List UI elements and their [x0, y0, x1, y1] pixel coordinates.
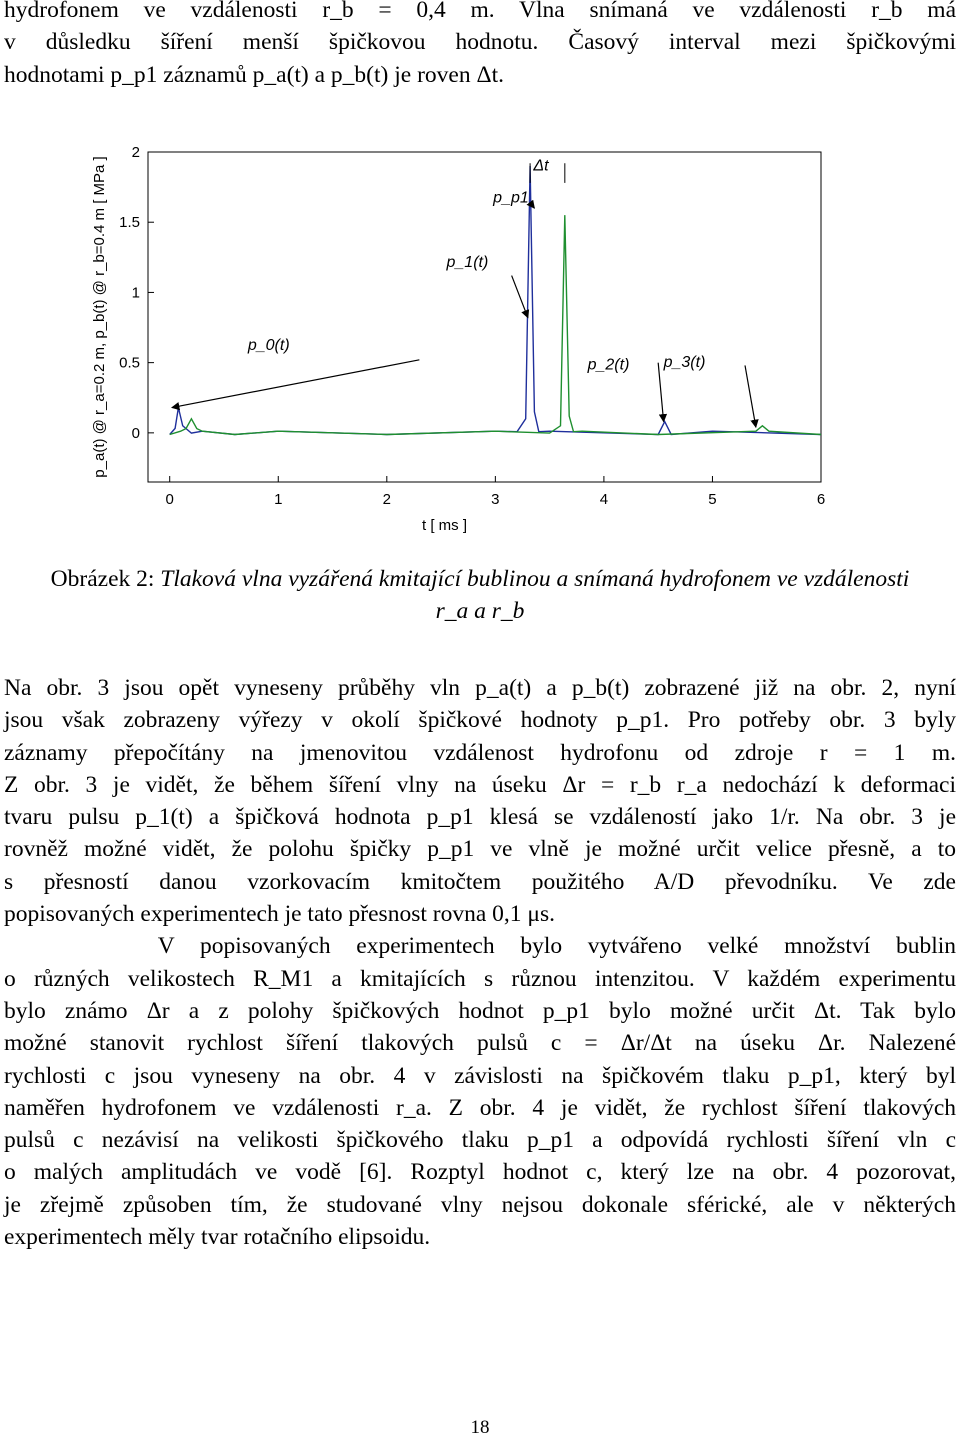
page-number: 18: [470, 1417, 490, 1438]
text-line: záznamy přepočítány na jmenovitou vzdálenost hydrofonu od zdroje r = 1 m.: [4, 739, 956, 766]
annotation-arrow: [531, 204, 534, 208]
x-tick-label: 1: [274, 491, 283, 508]
y-tick-label: 1: [131, 284, 140, 302]
text-line: v důsledku šíření menší špičkovou hodnotu. Časový interval mezi špičkovými: [4, 29, 956, 56]
text-line: jsou však zobrazeny výřezy v okolí špičkové hodnoty p_p1. Pro potřeby obr. 3 byly: [4, 707, 956, 734]
caption-line-2: [0, 595, 960, 627]
data-series-line: [170, 215, 821, 434]
x-tick-label: 3: [491, 491, 500, 508]
top-paragraph: [4, 0, 956, 91]
text-line: rychlosti c jsou vyneseny na obr. 4 v závislosti na špičkovém tlaku p_p1, který byl: [4, 1062, 956, 1089]
text-line: tvaru pulsu p_1(t) a špičková hodnota p_p1 klesá se vzdáleností jako 1/r. Na obr. 3 je: [4, 804, 956, 831]
y-axis-label: p_a(t) @ r_a=0.2 m, p_b(t) @ r_b=0.4 m [ MPa ]: [91, 156, 108, 478]
figure-caption: [0, 563, 960, 627]
x-tick-label: 5: [708, 491, 717, 508]
text-line: je zřejmě způsoben tím, že studované vlny nejsou dokonale sférické, ale v některých: [4, 1191, 956, 1218]
text-line: Z obr. 3 je vidět, že během šíření vlny na úseku Δr = r_b r_a nedochází k deformaci: [4, 771, 956, 798]
y-tick-label: 1.5: [119, 214, 140, 232]
body-paragraph-1: [4, 672, 956, 1253]
text-line: V popisovaných experimentech bylo vytvářeno velké množství bublin: [4, 933, 956, 960]
text-line: pulsů c nezávisí na velikosti špičkového tlaku p_p1 a odpovídá rychlosti šíření vln c: [4, 1127, 956, 1154]
x-tick-label: 6: [816, 491, 826, 508]
annotation-arrow: [512, 276, 528, 318]
caption-text: Tlaková vlna vyzářená kmitající bublinou a snímaná hydrofonem ve vzdálenosti: [160, 566, 910, 592]
caption-text-2: r_a a r_b: [435, 598, 525, 624]
x-tick-label: 4: [599, 491, 609, 508]
annotation-label: p_3(t): [663, 353, 706, 371]
text-line: hydrofonem ve vzdálenosti r_b = 0,4 m. Vlna snímaná ve vzdálenosti r_b má: [4, 0, 956, 23]
x-tick-label: 0: [165, 491, 174, 508]
text-line: naměřen hydrofonem ve vzdálenosti r_a. Z obr. 4 je vidět, že rychlost šíření tlakových: [4, 1094, 956, 1121]
text-line: experimentech měly tvar rotačního elipsoidu.: [4, 1224, 431, 1251]
annotation-arrow: [745, 365, 756, 427]
text-line: bylo známo Δr a z polohy špičkových hodnot p_p1 bylo možné určit Δt. Tak bylo: [4, 997, 956, 1024]
text-line: rovněž možné vidět, že polohu špičky p_p1 ve vlně je možné určit velice přesně, a to: [4, 836, 956, 863]
chart-axes: [91, 144, 825, 534]
y-tick-label: 0.5: [119, 354, 140, 372]
pressure-wave-figure: [86, 138, 836, 538]
delta-t-label: Δt: [533, 157, 549, 175]
y-tick-label: 0: [131, 424, 140, 442]
chart-annotations: [172, 157, 756, 427]
chart-svg: [86, 138, 836, 538]
annotation-arrow: [172, 360, 419, 408]
text-line: o různých velikostech R_M1 a kmitajících s různou intenzitou. V každém experimentu: [4, 965, 956, 992]
text-line: o malých amplitudách ve vodě [6]. Rozptyl hodnot c, který lze na obr. 4 pozorovat,: [4, 1159, 956, 1186]
text-line: možné stanovit rychlost šíření tlakových pulsů c = Δr/Δt na úseku Δr. Nalezené: [4, 1030, 956, 1057]
caption-prefix: Obrázek 2:: [50, 566, 161, 592]
annotation-label: p_p1: [493, 189, 529, 207]
text-line: popisovaných experimentech je tato přesnost rovna 0,1 μs.: [4, 901, 555, 928]
annotation-arrow: [658, 363, 663, 422]
annotation-label: p_2(t): [587, 356, 630, 374]
x-axis-label: t [ ms ]: [422, 517, 467, 534]
annotation-label: p_0(t): [247, 337, 290, 354]
annotation-label: p_1(t): [446, 254, 489, 272]
text-line: hodnotami p_p1 záznamů p_a(t) a p_b(t) je roven Δt.: [4, 61, 504, 88]
y-tick-label: 2: [131, 144, 140, 161]
x-tick-label: 2: [382, 491, 391, 508]
caption-line-1: [0, 563, 960, 595]
text-line: s přesností danou vzorkovacím kmitočtem použitého A/D převodníku. Ve zde: [4, 868, 956, 895]
text-line: Na obr. 3 jsou opět vyneseny průběhy vln p_a(t) a p_b(t) zobrazené již na obr. 2, nyní: [4, 675, 956, 701]
